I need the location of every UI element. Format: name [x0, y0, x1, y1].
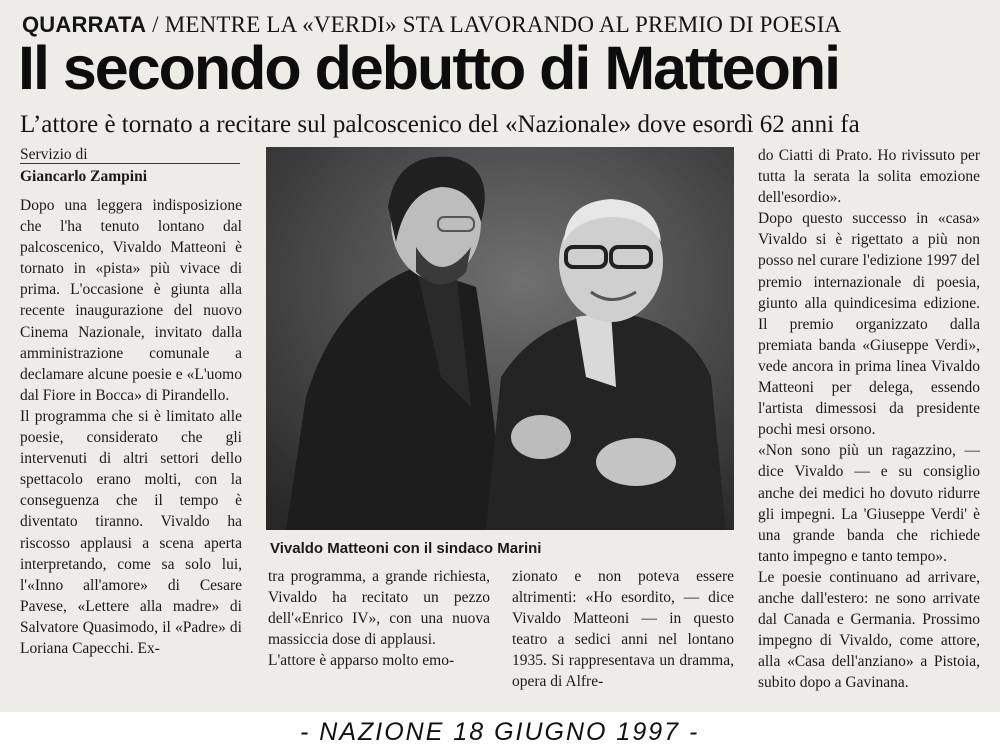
article-column-2: [268, 566, 490, 671]
byline-label: Servizio di: [20, 146, 88, 163]
column-4-paragraph-4: Le poesie continuano ad arrivare, anche dall'estero: ne sono arrivate dal Canada e Germania. Prossimo impegno di Vivaldo, come attore, alla «Casa dell'anziano» a Pistoia, subito dopo a Gavinana.: [758, 568, 980, 692]
kicker-text: / MENTRE LA «VERDI» STA LAVORANDO AL PREMIO DI POESIA: [146, 12, 842, 37]
article-column-3: [512, 566, 734, 693]
handwritten-source-note: - NAZIONE 18 GIUGNO 1997 -: [300, 718, 700, 746]
photo-caption: Vivaldo Matteoni con il sindaco Marini: [270, 540, 542, 557]
column-4-paragraph-2: Dopo questo successo in «casa» Vivaldo si è rigettato a più non posso nel curare l'edizione 1997 del premio internazionale di poesia, giunto alla quindicesima edizione. Il premio organizzato dalla premiata banda «Giuseppe Verdi», vede ancora in prima linea Vivaldo Matteoni per delega, essendo l'artista dimessosi da presidente pochi mesi orsono.: [758, 210, 980, 439]
column-4-paragraph-1: do Ciatti di Prato. Ho rivissuto per tutta la serata la solita emozione dell'esordio».: [758, 147, 980, 207]
article-photo: [266, 147, 734, 530]
article-column-4: [758, 145, 980, 693]
column-2-paragraph-1: tra programma, a grande richiesta, Vivaldo ha recitato un pezzo dell'«Enrico IV», con una nuova massiccia dose di applausi.: [268, 568, 490, 649]
column-3-paragraph-1: zionato e non poteva essere altrimenti: «Ho esordito, — dice Vivaldo Matteoni — in questo teatro a sedici anni nel lontano 1935. Si rappresentava un dramma, opera di Alfre-: [512, 568, 734, 691]
byline-divider: [20, 163, 240, 164]
column-1-paragraph-1: Dopo una leggera indisposizione che l'ha tenuto lontano dal palcoscenico, Vivaldo Matteoni è tornato in «pista» più vivace di prima. L'occasione è giunta alla recente inaugurazione del nuovo Cinema Nazionale, invitato dalla amministrazione comunale a declamare alcune poesie e «L'uomo dal Fiore in Bocca» di Pirandello.: [20, 197, 242, 404]
column-2-paragraph-2: L'attore è apparso molto emo-: [268, 652, 455, 670]
byline-author: Giancarlo Zampini: [20, 168, 148, 185]
kicker-place: QUARRATA: [22, 12, 147, 37]
article-headline: Il secondo debutto di Matteoni: [18, 34, 840, 102]
column-1-paragraph-2: Il programma che si è limitato alle poesie, considerato che gli intervenuti di altri settori dello spettacolo erano molti, con la conseguenza che il tempo è diventato tiranno. Vivaldo ha riscosso applausi a scena aperta interpretando, come sa solo lui, l'«Inno all'amore» di Cesare Pavese, «Lettere alla madre» di Salvatore Quasimodo, il «Padre» di Loriana Capecchi. Ex-: [20, 407, 242, 657]
column-4-paragraph-3: «Non sono più un ragazzino, — dice Vivaldo — e su consiglio anche dei medici ho dovuto ridurre gli impegni. La 'Giuseppe Verdi' è una grande banda che richiede tanto impegno e tanto tempo».: [758, 442, 980, 565]
article-column-1: [20, 195, 242, 659]
article-subhead: L’attore è tornato a recitare sul palcoscenico del «Nazionale» dove esordì 62 anni fa: [20, 111, 860, 138]
photo-illustration: [266, 147, 734, 530]
